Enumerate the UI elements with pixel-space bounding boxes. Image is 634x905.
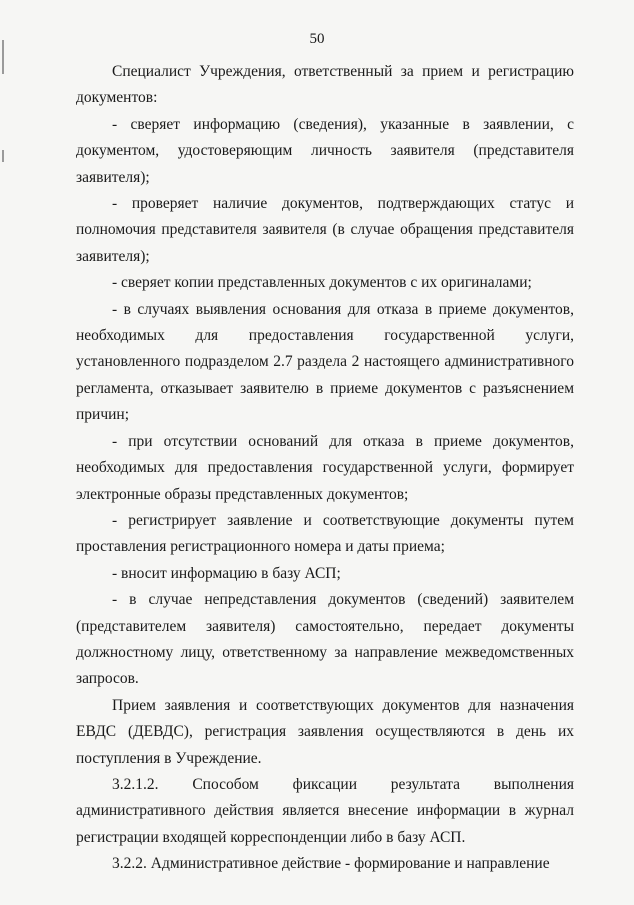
paragraph: - в случае непредставления документов (сведений) заявителем (представителем заявителя) самостоятельно, передает документы должностному лицу, ответственному за направление межведомственных запросов. (76, 591, 574, 688)
paragraph: Прием заявления и соответствующих документов для назначения ЕВДС (ДЕВДС), регистрация заявления осуществляются в день их поступления в Учреждение. (76, 696, 574, 767)
paragraph: - в случаях выявления основания для отказа в приеме документов, необходимых для предоставления государственной услуги, установленного подразделом 2.7 раздела 2 настоящего административного регламента, отказывает заявителю в приеме документов с разъяснением причин; (76, 300, 574, 424)
paragraph: - при отсутствии оснований для отказа в приеме документов, необходимых для предоставления государственной услуги, формирует электронные образы представленных документов; (76, 432, 574, 503)
paragraph: - сверяет информацию (сведения), указанные в заявлении, с документом, удостоверяющим личность заявителя (представителя заявителя); (76, 115, 574, 186)
paragraph: - регистрирует заявление и соответствующие документы путем проставления регистрационного номера и даты приема; (76, 511, 574, 556)
paragraph: - проверяет наличие документов, подтверждающих статус и полномочия представителя заявителя (в случае обращения представителя заявителя); (76, 195, 574, 265)
page-number: 50 (309, 31, 325, 47)
paragraph: 3.2.2. Административное действие - формирование и направление (112, 855, 550, 873)
paragraph: - сверяет копии представленных документов с их оригиналами; (112, 274, 532, 292)
paragraph: - вносит информацию в базу АСП; (112, 564, 341, 582)
document-body (76, 59, 574, 878)
scan-edge-mark (2, 150, 4, 162)
paragraph: Специалист Учреждения, ответственный за прием и регистрацию документов: (76, 63, 574, 107)
paragraph: 3.2.1.2. Способом фиксации результата выполнения административного действия является внесение информации в журнал регистрации входящей корреспонденции либо в базу АСП. (76, 775, 574, 846)
